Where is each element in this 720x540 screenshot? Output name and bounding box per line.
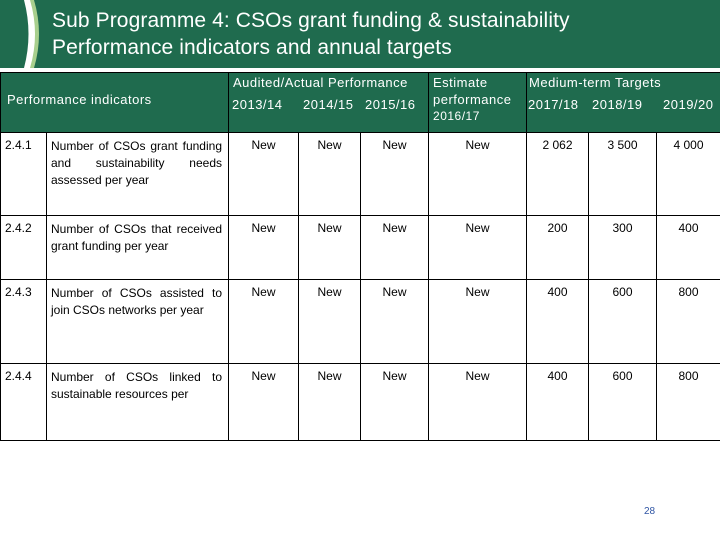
value-2019-20: 800: [657, 280, 720, 364]
slide-title-line-1: Sub Programme 4: CSOs grant funding & sustainability: [52, 9, 570, 32]
value-2018-19: 600: [589, 364, 657, 441]
value-2015-16: New: [361, 364, 429, 441]
value-2013-14: New: [229, 364, 299, 441]
value-2014-15: New: [299, 216, 361, 280]
page-number: 28: [644, 506, 656, 517]
value-2015-16: New: [361, 216, 429, 280]
value-2018-19: 300: [589, 216, 657, 280]
header-year-2014-15: 2014/15: [303, 97, 354, 112]
value-2019-20: 400: [657, 216, 720, 280]
title-banner: [0, 0, 720, 68]
value-2017-18: 2 062: [527, 133, 589, 216]
value-2018-19: 3 500: [589, 133, 657, 216]
value-2015-16: New: [361, 280, 429, 364]
header-performance: performance: [433, 92, 512, 107]
targets-table: [0, 72, 720, 441]
table-row: [1, 216, 720, 280]
value-2016-17: New: [429, 216, 527, 280]
value-2019-20: 800: [657, 364, 720, 441]
value-2013-14: New: [229, 280, 299, 364]
indicator-number: 2.4.3: [1, 280, 47, 364]
value-2016-17: New: [429, 280, 527, 364]
value-2016-17: New: [429, 133, 527, 216]
header-estimate: Estimate: [433, 75, 488, 90]
value-2014-15: New: [299, 364, 361, 441]
indicator-description: Number of CSOs grant funding and sustainability needs assessed per year: [47, 133, 229, 216]
value-2013-14: New: [229, 133, 299, 216]
table-row: [1, 280, 720, 364]
value-2015-16: New: [361, 133, 429, 216]
indicator-description: Number of CSOs linked to sustainable resources per: [47, 364, 229, 441]
table-row: [1, 364, 720, 441]
indicator-number: 2.4.1: [1, 133, 47, 216]
header-cell-indicators: [1, 73, 229, 133]
table-row: [1, 133, 720, 216]
header-cell-estimate: [429, 73, 527, 133]
table-header-row: [1, 73, 720, 133]
slide-title-line-2: Performance indicators and annual targets: [52, 36, 452, 59]
header-year-2013-14: 2013/14: [232, 97, 283, 112]
value-2019-20: 4 000: [657, 133, 720, 216]
header-year-2017-18: 2017/18: [528, 97, 579, 112]
header-cell-medium-term: [527, 73, 720, 133]
value-2018-19: 600: [589, 280, 657, 364]
header-year-2019-20: 2019/20: [663, 97, 714, 112]
header-cell-audited: [229, 73, 429, 133]
value-2017-18: 200: [527, 216, 589, 280]
value-2017-18: 400: [527, 364, 589, 441]
indicator-description: Number of CSOs that received grant funding per year: [47, 216, 229, 280]
banner-curve-decoration: [0, 0, 46, 68]
header-year-2018-19: 2018/19: [592, 97, 643, 112]
header-medium-term-targets: Medium-term Targets: [529, 75, 662, 90]
value-2014-15: New: [299, 133, 361, 216]
header-audited-actual-performance: Audited/Actual Performance: [233, 75, 408, 90]
header-indicators: Performance indicators: [7, 92, 152, 107]
value-2013-14: New: [229, 216, 299, 280]
header-year-2016-17: 2016/17: [433, 109, 480, 123]
indicator-description: Number of CSOs assisted to join CSOs networks per year: [47, 280, 229, 364]
indicator-number: 2.4.2: [1, 216, 47, 280]
indicator-number: 2.4.4: [1, 364, 47, 441]
value-2017-18: 400: [527, 280, 589, 364]
header-year-2015-16: 2015/16: [365, 97, 416, 112]
value-2014-15: New: [299, 280, 361, 364]
value-2016-17: New: [429, 364, 527, 441]
